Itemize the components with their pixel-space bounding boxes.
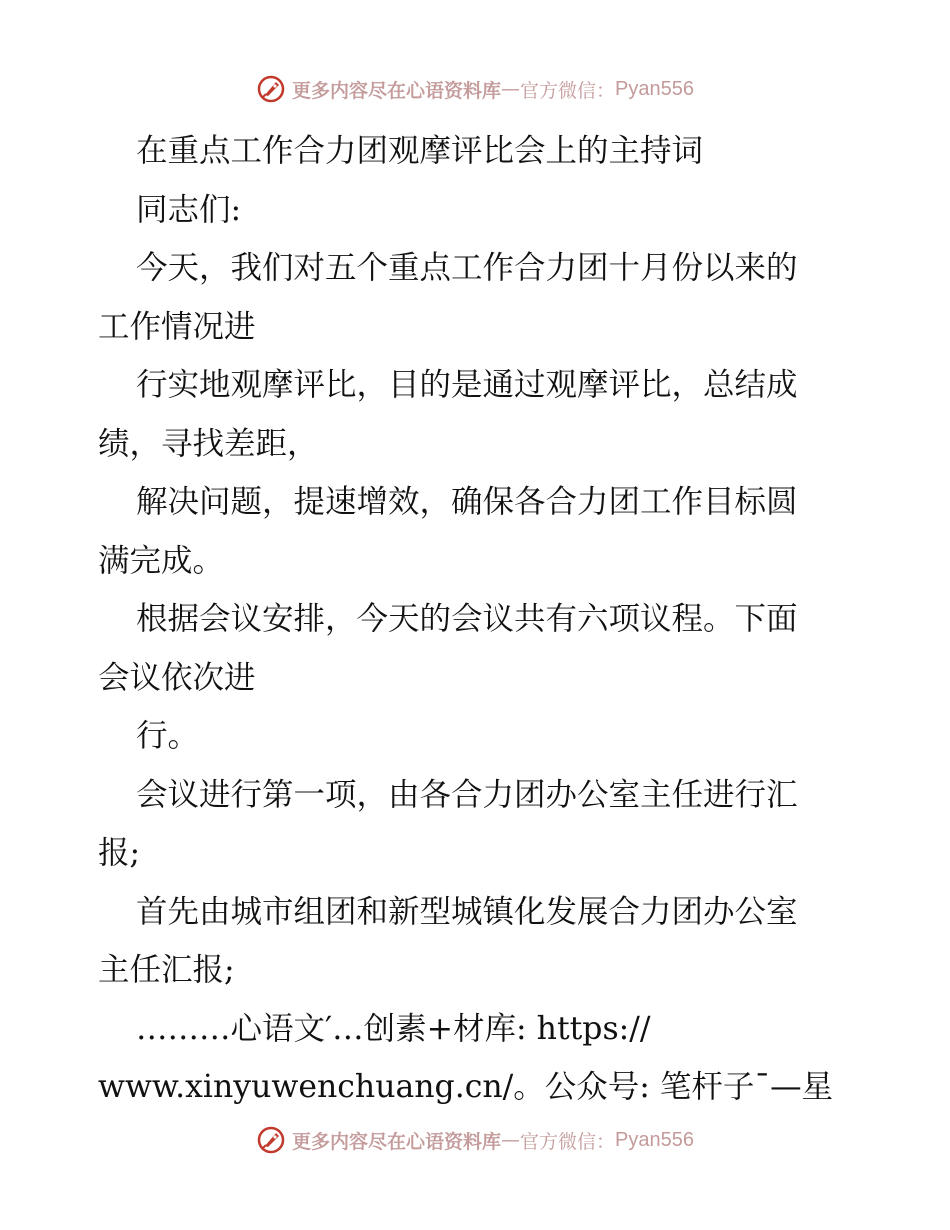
footer-banner — [0, 1123, 950, 1157]
text-line: ………心语文′…创素+材库: https:// — [136, 1010, 651, 1047]
banner-wechat-label: 官方微信： — [520, 1130, 616, 1153]
document-body — [98, 122, 858, 1117]
banner-dash: — — [501, 78, 521, 100]
text-line: www.xinyuwenchuang.cn/。公众号: 笔杆子¯—星 — [98, 1069, 834, 1105]
banner-wechat-label: 官方微信： — [520, 79, 616, 102]
text-line: 满完成。 — [98, 542, 225, 579]
text-line: 绩，寻找差距， — [98, 425, 319, 462]
banner-wechat-id: Pyan556 — [615, 77, 694, 100]
pen-nib-logo-icon — [256, 1125, 286, 1155]
header-banner — [0, 72, 950, 106]
banner-dash: — — [501, 1129, 521, 1151]
document-title: 在重点工作合力团观摩评比会上的主持词 — [136, 133, 704, 169]
banner-text: 更多内容尽在心语资料库 — [292, 1130, 502, 1153]
banner-text: 更多内容尽在心语资料库 — [292, 79, 502, 102]
banner-wechat-id: Pyan556 — [615, 1128, 694, 1151]
text-line: 今天，我们对五个重点工作合力团十月份以来的 — [136, 250, 798, 286]
text-line: 报; — [98, 835, 141, 871]
text-line: 同志们: — [136, 191, 242, 228]
pen-nib-logo-icon — [256, 74, 286, 104]
text-line: 根据会议安排，今天的会议共有六项议程。下面 — [136, 601, 798, 637]
text-line: 会议依次进 — [98, 659, 256, 696]
text-line: 工作情况进 — [98, 308, 256, 345]
text-line: 首先由城市组团和新型城镇化发展合力团办公室 — [136, 893, 798, 930]
text-line: 解决问题，提速增效，确保各合力团工作目标圆 — [136, 484, 798, 520]
text-line: 会议进行第一项，由各合力团办公室主任进行汇 — [136, 776, 798, 813]
text-line: 行实地观摩评比，目的是通过观摩评比，总结成 — [136, 367, 798, 403]
text-line: 行。 — [136, 718, 200, 754]
text-line: 主任汇报; — [98, 952, 235, 988]
